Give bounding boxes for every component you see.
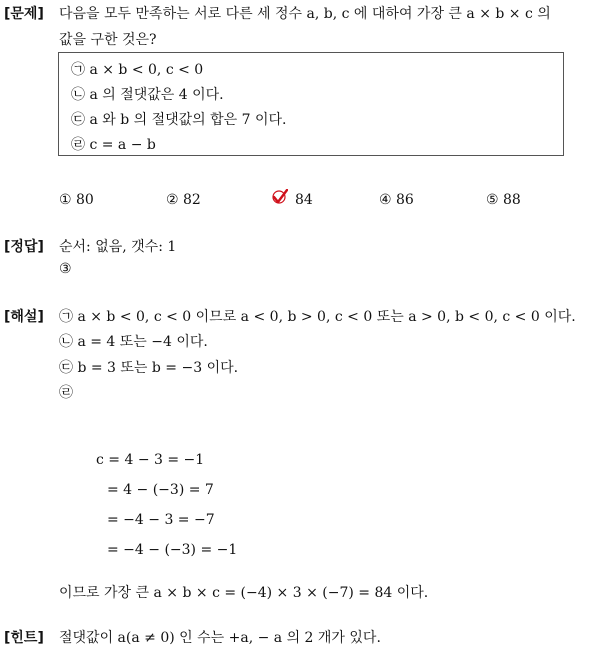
choice-2[interactable]: ② 82 xyxy=(166,192,201,208)
conditions-box xyxy=(58,52,564,156)
choice-5[interactable]: ⑤ 88 xyxy=(486,192,521,208)
explanation-line4: ㉣ xyxy=(59,385,73,401)
condition-1: ㉠ a × b < 0, c < 0 xyxy=(71,62,204,78)
answer-label: [정답] xyxy=(4,239,44,255)
hint-label: [힌트] xyxy=(4,630,44,646)
condition-2: ㉡ a 의 절댓값은 4 이다. xyxy=(71,87,224,103)
explanation-line1: ㉠ a × b < 0, c < 0 이므로 a < 0, b > 0, c < 0 또는 a > 0, b < 0, c < 0 이다. xyxy=(59,309,576,325)
problem-text-line2: 값을 구한 것은? xyxy=(59,32,157,48)
answer-line1: 순서: 없음, 갯수: 1 xyxy=(59,239,177,255)
choice-4[interactable]: ④ 86 xyxy=(379,192,414,208)
equation-2: = 4 − (−3) = 7 xyxy=(107,482,214,498)
condition-4: ㉣ c = a − b xyxy=(71,137,156,153)
hint-text: 절댓값이 a(a ≠ 0) 인 수는 +a, − a 의 2 개가 있다. xyxy=(59,630,381,646)
answer-line2: ③ xyxy=(59,261,72,277)
choice-3[interactable]: 84 xyxy=(295,192,313,208)
condition-3: ㉢ a 와 b 의 절댓값의 합은 7 이다. xyxy=(71,112,287,128)
check-mark-icon xyxy=(272,189,288,205)
problem-text-line1: 다음을 모두 만족하는 서로 다른 세 정수 a, b, c 에 대하여 가장 큰 a × b × c 의 xyxy=(59,6,551,22)
explanation-line2: ㉡ a = 4 또는 −4 이다. xyxy=(59,334,208,350)
problem-label: [문제] xyxy=(4,6,44,22)
explanation-label: [해설] xyxy=(4,309,44,325)
equation-1: c = 4 − 3 = −1 xyxy=(96,452,205,468)
equation-3: = −4 − 3 = −7 xyxy=(107,512,215,528)
equation-4: = −4 − (−3) = −1 xyxy=(107,542,238,558)
explanation-line3: ㉢ b = 3 또는 b = −3 이다. xyxy=(59,360,239,376)
explanation-conclusion: 이므로 가장 큰 a × b × c = (−4) × 3 × (−7) = 84 이다. xyxy=(59,585,429,601)
choice-1[interactable]: ① 80 xyxy=(59,192,94,208)
